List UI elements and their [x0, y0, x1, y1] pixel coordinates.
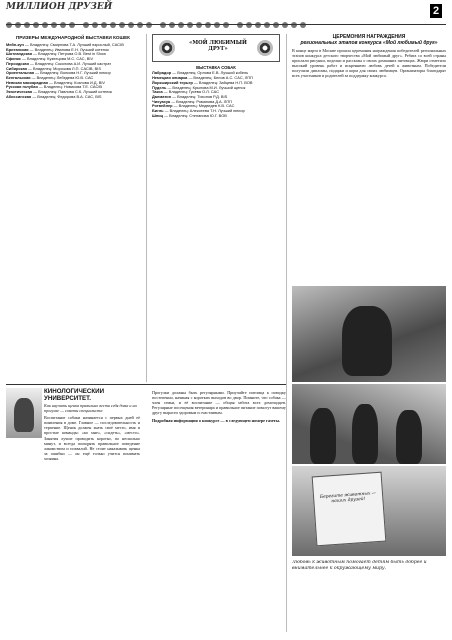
owner-award: — Владелец: Соколова А.И. Лучший кастрат [28, 60, 112, 66]
owner-award: — Владелец: Белов А.С. CAC, ЛПП [187, 75, 253, 81]
breed-name: Невская маскарадная [6, 79, 48, 85]
kinology-continued [152, 388, 286, 632]
breed-name: Ротвейлер [152, 103, 173, 109]
photo-award-winners [292, 384, 446, 464]
kinology-lead: Как научить щенка правильно вести себя дома и на прогулке — советы специалиста [44, 403, 137, 414]
photo-caption-block [292, 560, 446, 632]
owner-award: — Владелец: Новикова Т.Е. CACIB [37, 84, 103, 90]
breed-name: Бенгальская [6, 74, 31, 80]
owner-award: — Владелец: Гусева О.Л. CAC [162, 89, 220, 95]
owner-award: — Владелец: Павлова С.К. Лучший котенок [32, 89, 113, 95]
owner-award: — Владелец: Лебедева Ю.В. CAC [30, 74, 94, 80]
breed-name: Сибирская [6, 65, 27, 71]
breed-name: Чихуахуа [152, 98, 171, 104]
header-rule [6, 24, 446, 25]
footer-note: Подробная информация о конкурсе — в следующем номере газеты. [152, 418, 280, 424]
kinology-article [44, 388, 140, 632]
breed-name: Мейн-кун [6, 42, 24, 47]
owner-award: — Владелец: Морозова Л.П. CACIB, BIS [26, 65, 101, 71]
breed-name: Лабрадор [152, 70, 172, 76]
breed-name: Йоркширский терьер [152, 79, 193, 85]
breed-name: Британская [6, 46, 29, 52]
kinology-body-continued: Прогулки должны быть регулярными. Приучайте питомца к поводку постепенно, начиная с коротких выходов во двор. Помните, что собака — член семьи, и её воспитание — общая забота всех домочадцев. Регулярные посещения ветеринара и правильное питание помогут вашему другу вырасти здоровым и счастливым. [152, 390, 286, 416]
column-divider [286, 34, 287, 632]
breed-name: Ориентальная [6, 70, 35, 76]
column-divider [146, 34, 147, 382]
header-paw-ornament [6, 13, 366, 21]
article-body: В конце марта в Москве прошла церемония награждения победителей региональных этапов конкурса детского творчества «Мой любимый друг». Ребята со всей страны прислали рисунки, поделки и рассказы о своих домашних питомцах. Жюри отметило высокий уровень работ и искреннюю любовь детей к животным. Победители получили дипломы, подарки и корм для своих любимцев. Организаторы благодарят всех участников и родителей за поддержку конкурса. [292, 48, 446, 79]
owner-award: — Владелец: Иванова Е.Н. Лучший котенок [28, 46, 109, 52]
contest-banner-text: «МОЙ ЛЮБИМЫЙ ДРУГ» [189, 40, 247, 53]
article-subtitle: региональных этапов конкурса «Мой любимый друг» [300, 40, 438, 46]
cat-show-list [6, 43, 140, 99]
breed-name: Бигль [152, 108, 164, 114]
newspaper-title: МИЛЛИОН ДРУЗЕЙ [6, 2, 113, 12]
flower-ornament [159, 40, 175, 56]
owner-award: — Владелец: Орлова Е.В. Лучший кобель [171, 70, 249, 76]
photo-caption: Любовь к животным помогает детям быть добрее и внимательнее к окружающему миру. [292, 560, 427, 571]
dog-show-title: ВЫСТАВКА СОБАК [196, 65, 236, 70]
page-header [6, 2, 446, 32]
photo-dalmatian-dog [6, 388, 42, 438]
owner-award: — Владелец: Федорова В.А. CAC, BIS [31, 93, 102, 99]
breed-name: Шотландская [6, 51, 32, 57]
flower-ornament [257, 40, 273, 56]
result-entry [152, 114, 280, 119]
breed-name: Абиссинская [6, 93, 32, 99]
contest-banner [152, 34, 280, 62]
owner-award: — Владелец: Зайцева Н.П. BOB [192, 79, 253, 85]
owner-award: — Владелец: Смирнова Т.А. Лучший взрослый, CACIB [23, 42, 124, 47]
breed-name: Шпиц [152, 112, 164, 118]
breed-name: Немецкая овчарка [152, 75, 188, 81]
notice-card: Берегите животных — наших друзей! [312, 472, 387, 547]
article-title: ЦЕРЕМОНИЯ НАГРАЖДЕНИЯ [332, 34, 406, 40]
owner-award: — Владелец: Степанова Ю.Г. BOB [163, 112, 227, 118]
result-entry [6, 95, 140, 100]
owner-award: — Владелец: Кузнецова М.С. CAC, BIV [20, 56, 94, 62]
dog-show-list [152, 71, 280, 118]
kinology-title: КИНОЛОГИЧЕСКИЙ УНИВЕРСИТЕТ. [44, 388, 105, 402]
owner-award: — Владелец: Волкова Н.Г. Лучший юниор [34, 70, 111, 76]
award-ceremony-article [292, 34, 446, 284]
owner-award: — Владелец: Петрова О.В. Best in Show [32, 51, 106, 57]
breed-name: Пудель [152, 84, 167, 90]
breed-name: Экзотическая [6, 89, 33, 95]
owner-award: — Владелец: Алексеева Т.Н. Лучший юниор [163, 108, 245, 114]
breed-name: Сфинкс [6, 56, 21, 62]
kinology-body: Воспитание собаки начинается с первых дней её появления в доме. Главное — последовательность и терпение. Щенок должен знать своё место, имя и простые команды: «ко мне», «сидеть», «место». Занятия лучше проводить коротко, по несколько минут, и всегда поощрять правильное поведение лакомством и похвалой. Не стоит наказывать щенка за ошибки — он ещё только учится понимать хозяина. [44, 415, 140, 461]
owner-award: — Владелец: Романова Д.А. ЛПП [170, 98, 232, 104]
owner-award: — Владелец: Козлова И.Д. BIV [47, 79, 105, 85]
owner-award: — Владелец: Медведев К.В. CAC [172, 103, 235, 109]
photo-notice-board [292, 466, 446, 556]
owner-award: — Владелец: Крылова М.И. Лучший щенок [166, 84, 246, 90]
owner-award: — Владелец: Тихонов Р.Д. BIS [171, 93, 228, 99]
breed-name: Персидская [6, 60, 29, 66]
cat-show-results [6, 34, 140, 382]
breed-name: Русская голубая [6, 84, 38, 90]
breed-name: Такса [152, 89, 163, 95]
page-number: 2 [430, 4, 442, 18]
section-rule [6, 384, 286, 385]
photo-child-with-cat [292, 286, 446, 382]
breed-name: Далматин [152, 93, 172, 99]
cat-show-title: ПРИЗЕРЫ МЕЖДУНАРОДНОЙ ВЫСТАВКИ КОШЕК [16, 35, 130, 40]
dog-show-results [152, 34, 280, 382]
